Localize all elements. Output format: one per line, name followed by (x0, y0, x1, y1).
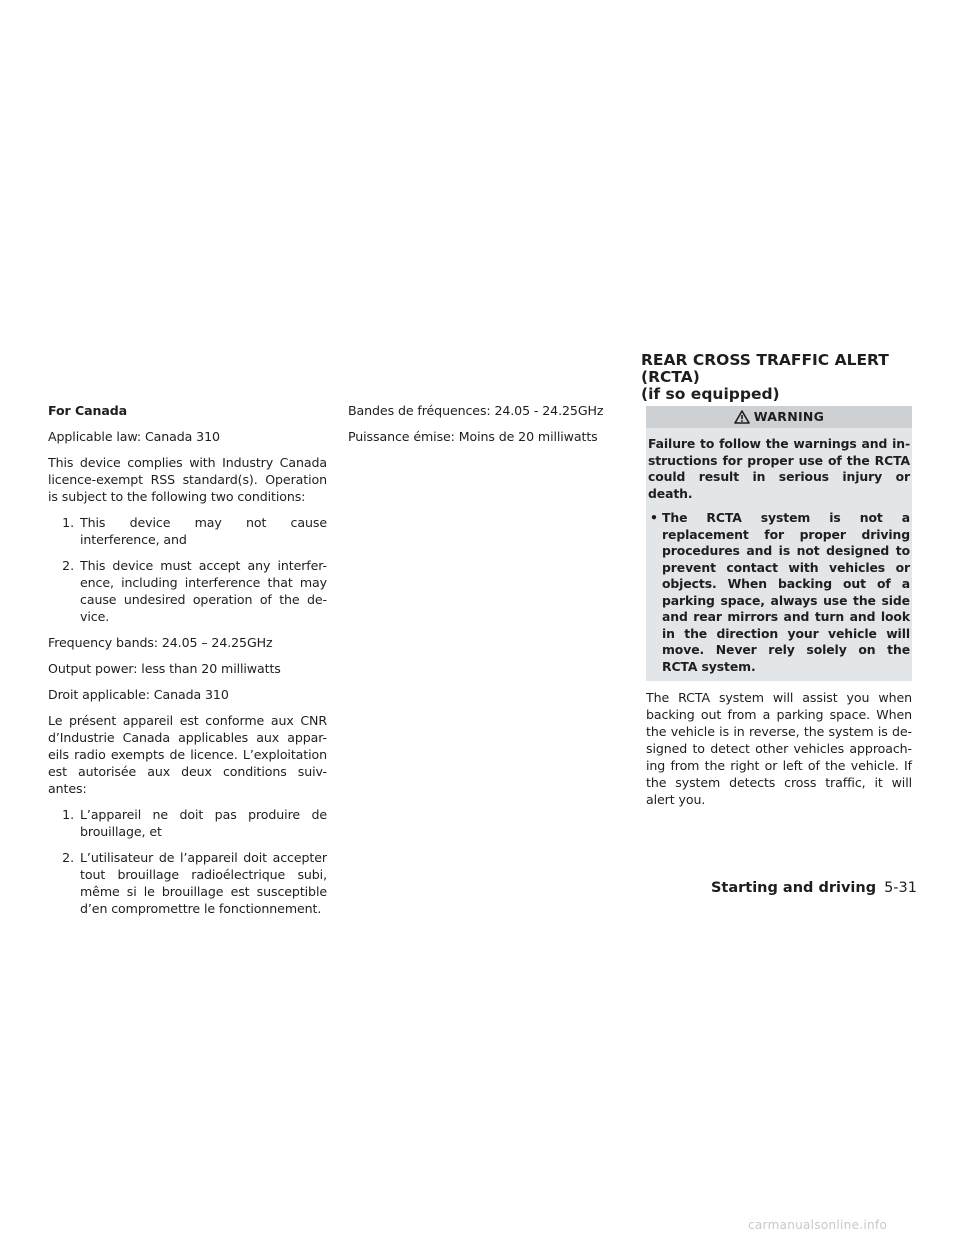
list-item: 1. L’appareil ne doit pas produire de brouillage, et (62, 807, 327, 839)
section-title-line-1: REAR CROSS TRAFFIC ALERT (RCTA) (641, 351, 889, 386)
section-title (641, 352, 941, 403)
list-item: 2. L’utilisateur de l’appareil doit accepter tout brouillage radioélectrique subi, même si le brouillage est susceptible d’en compromettre le fonctionnement. (62, 850, 327, 916)
warning-label: WARNING (753, 408, 825, 424)
middle-column (348, 402, 628, 454)
puissance-emise: Puissance émise: Moins de 20 milliwatts (348, 429, 598, 444)
frequency-bands: Frequency bands: 24.05 – 24.25GHz (48, 635, 273, 650)
page-number: 5-31 (884, 880, 917, 896)
section-title-line-2: (if so equipped) (641, 385, 780, 403)
footer-section-name: Starting and driving (710, 880, 877, 896)
rcta-description: The RCTA system will assist you when backing out from a parking space. When the vehicle is in reverse, the system is de-signed to detect other vehicles approach-ing from the right or left of the vehicle. If the system detects cross traffic, it will alert you. (646, 690, 912, 807)
list-item: 1. This device may not cause interference, and (62, 515, 327, 547)
droit-applicable: Droit applicable: Canada 310 (48, 687, 229, 702)
conformite-paragraph: Le présent appareil est conforme aux CNR d’Industrie Canada applicables aux appar-eils radio exempts de licence. L’exploitation est autorisée aux deux conditions suiv-antes: (48, 713, 327, 796)
for-canada-heading: For Canada (48, 403, 128, 418)
output-power: Output power: less than 20 milliwatts (48, 661, 281, 676)
right-column (646, 402, 912, 817)
warning-intro: Failure to follow the warnings and in-structions for proper use of the RCTA could result in serious injury or death. (648, 436, 910, 501)
left-column (48, 402, 327, 926)
bandes-frequences: Bandes de fréquences: 24.05 - 24.25GHz (348, 403, 604, 418)
warning-triangle-icon (734, 410, 750, 424)
compliance-paragraph: This device complies with Industry Canada licence-exempt RSS standard(s). Operation is subject to the following two conditions: (48, 455, 327, 504)
list-item: 2. This device must accept any interfer-ence, including interference that may cause undesired operation of the de-vice. (62, 558, 327, 624)
warning-box (646, 406, 912, 681)
page-footer (711, 880, 917, 896)
conditions-list-fr (48, 806, 327, 917)
warning-bullet-text: The RCTA system is not a replacement for proper driving procedures and is not designed to prevent contact with vehicles or objects. When backing out of a parking space, always use the side and rear mirrors and turn and look in the direction your vehicle will move. Never rely solely on the RCTA system. (662, 510, 910, 674)
warning-body (646, 428, 912, 681)
warning-header (646, 406, 912, 428)
bullet-mark: • (650, 510, 658, 525)
applicable-law: Applicable law: Canada 310 (48, 429, 220, 444)
watermark: carmanualsonline.info (748, 1218, 888, 1232)
conditions-list-en (48, 514, 327, 625)
warning-bullet-item (648, 510, 910, 675)
